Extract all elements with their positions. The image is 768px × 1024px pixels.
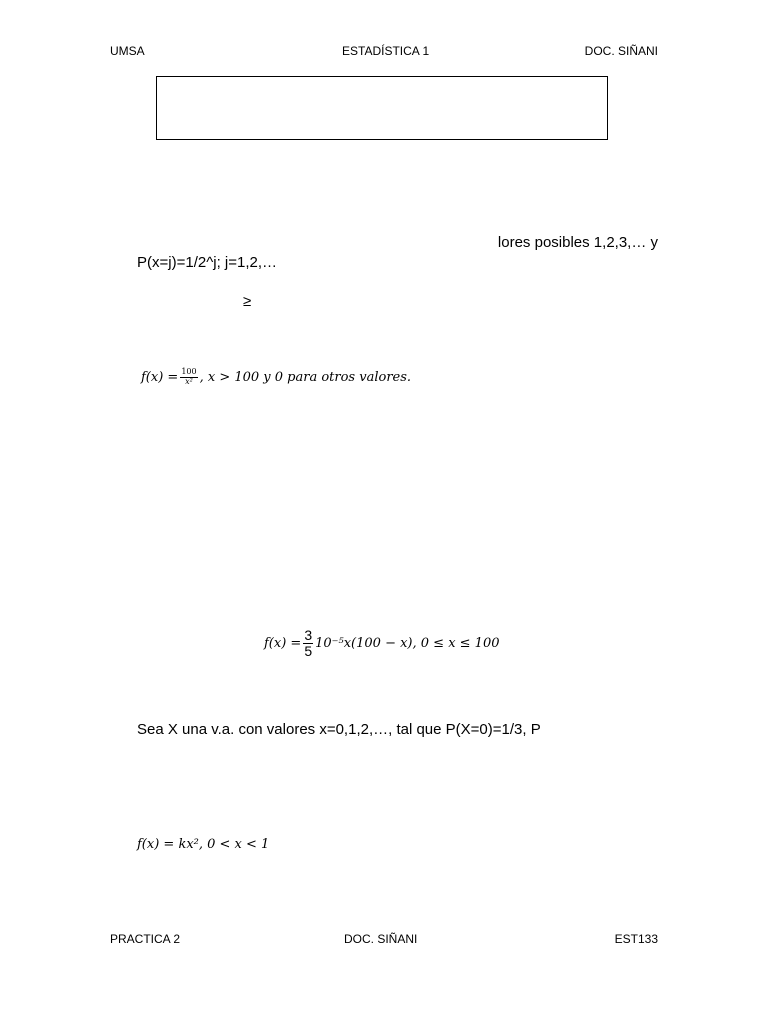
formula-3-text: f(x) = kx², 0 < x < 1: [137, 837, 270, 852]
formula-2-fraction: [303, 628, 313, 660]
formula-1-rest: , x > 100 y 0 para otros valores.: [199, 369, 412, 385]
formula-3: [137, 837, 269, 852]
footer-right: EST133: [614, 932, 658, 946]
formula-2-denominator: 5: [304, 643, 313, 660]
formula-1: [141, 368, 411, 387]
formula-2-numerator: 3: [304, 627, 313, 643]
text-fragment-values: lores posibles 1,2,3,… y: [497, 234, 658, 251]
formula-2-lhs: f(x) =: [264, 636, 302, 652]
footer-center: DOC. SIÑANI: [344, 932, 418, 946]
formula-2-rest: 10⁻⁵x(100 − x), 0 ≤ x ≤ 100: [315, 636, 500, 652]
formula-1-numerator: 100: [181, 367, 197, 376]
formula-1-lhs: f(x) =: [141, 369, 179, 385]
formula-2: [264, 628, 500, 660]
text-probability-definition: P(x=j)=1/2^j; j=1,2,…: [137, 254, 278, 271]
header-right: DOC. SIÑANI: [584, 44, 658, 58]
text-random-variable: Sea X una v.a. con valores x=0,1,2,…, tal que P(X=0)=1/3, P: [137, 721, 541, 738]
header-left: UMSA: [110, 44, 145, 58]
formula-1-denominator: x²: [185, 376, 193, 386]
formula-1-fraction: [180, 368, 197, 387]
header-center: ESTADÍSTICA 1: [342, 44, 430, 58]
footer-left: PRACTICA 2: [110, 932, 181, 946]
title-box: [156, 76, 608, 140]
geq-symbol: ≥: [243, 293, 252, 310]
